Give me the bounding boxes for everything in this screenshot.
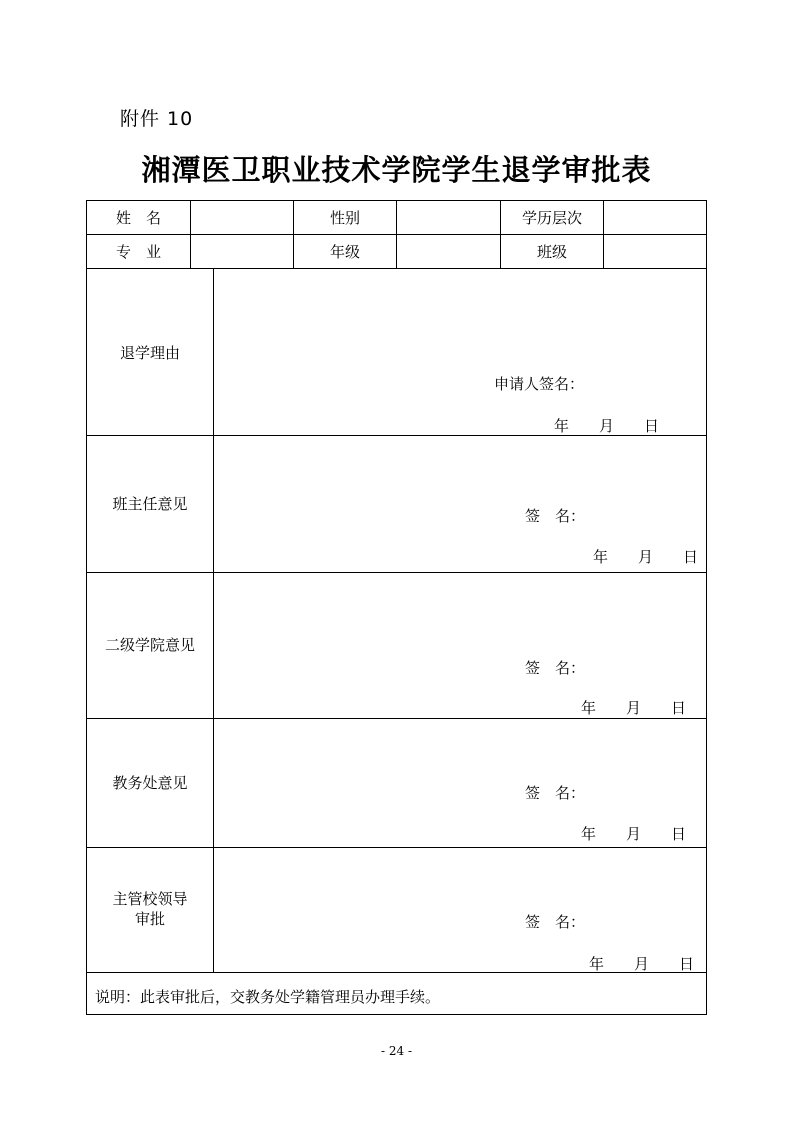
section-content-withdrawal-reason[interactable]	[214, 269, 706, 435]
date-label: 年 月 日	[554, 417, 660, 435]
section-label-college-opinion	[87, 635, 213, 655]
label-class: 班级	[536, 243, 567, 261]
label-major: 专 业	[115, 243, 161, 261]
signature-label: 签 名：	[525, 913, 586, 931]
section-label-line: 二级学院意见	[104, 636, 195, 654]
section-label-line: 退学理由	[119, 344, 180, 362]
date-label: 年 月 日	[589, 955, 695, 973]
section-label-line: 班主任意见	[112, 495, 188, 513]
document-title: 湘潭医卫职业技术学院学生退学审批表	[141, 153, 652, 187]
signature-label: 签 名：	[525, 784, 586, 802]
section-label-head-teacher-opinion	[87, 494, 213, 514]
section-label-line: 主管校领导	[112, 890, 188, 908]
label-gender: 性别	[329, 209, 360, 227]
section-label-withdrawal-reason	[87, 343, 213, 363]
form-note: 说明：此表审批后，交教务处学籍管理员办理手续。	[95, 988, 441, 1006]
signature-label: 签 名：	[525, 507, 586, 525]
page-number: - 24 -	[380, 1044, 412, 1058]
column-divider	[190, 201, 191, 268]
label-name: 姓 名	[115, 209, 161, 227]
signature-label: 签 名：	[525, 659, 586, 677]
section-label-line: 审批	[134, 910, 165, 928]
attachment-label: 附件 10	[120, 108, 194, 130]
label-grade: 年级	[329, 243, 360, 261]
column-divider	[603, 201, 604, 268]
column-divider	[396, 201, 397, 268]
date-label: 年 月 日	[581, 699, 687, 717]
withdrawal-approval-form	[86, 200, 707, 1015]
section-label-line: 教务处意见	[112, 774, 188, 792]
date-label: 年 月 日	[593, 548, 699, 566]
date-label: 年 月 日	[581, 825, 687, 843]
section-label-academic-affairs-opinion	[87, 773, 213, 793]
section-label-leader-approval	[87, 889, 213, 929]
label-education-level: 学历层次	[521, 209, 582, 227]
applicant-signature-label: 申请人签名：	[494, 375, 585, 393]
